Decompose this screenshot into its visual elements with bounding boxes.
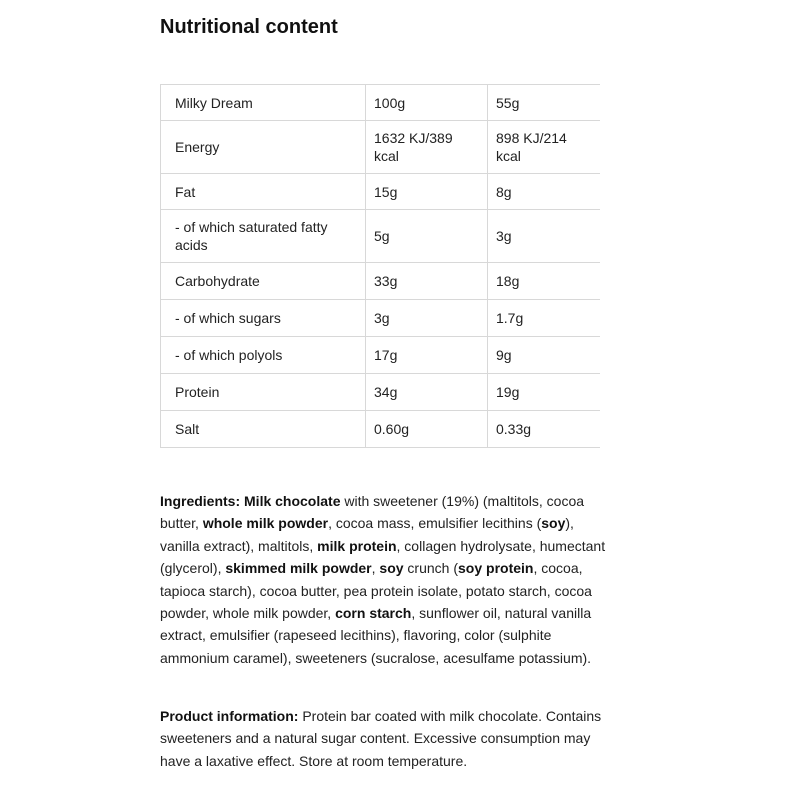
ingredient-text-segment: with sweetener (19%) (maltitols, cocoa butter,: [160, 493, 585, 532]
ingredient-highlight: soy: [379, 560, 404, 577]
ingredient-highlight: Milk chocolate: [244, 493, 341, 509]
row-value-55g: 3g: [488, 210, 601, 263]
ingredient-text-segment: , sunflower oil, natural vanilla extract, emulsifier (rapeseed lecithins), flavoring, color (sulphite ammonium caramel), sweeteners (sucralose, acesulfame potassium).: [160, 605, 592, 666]
ingredient-text-segment: ), vanilla extract), maltitols,: [160, 515, 574, 554]
nutrition-table: [160, 84, 600, 448]
product-info-text: Protein bar coated with milk chocolate. Contains sweeteners and a natural sugar content. Excessive consumption may have a laxative effect. Store at room temperature.: [160, 708, 602, 769]
table-header-row: [161, 85, 601, 121]
table-row: [161, 411, 601, 448]
row-label: Protein: [161, 374, 366, 411]
row-value-55g: 18g: [488, 263, 601, 300]
row-value-100g: 34g: [366, 374, 488, 411]
table-row: [161, 121, 601, 174]
row-value-55g: 0.33g: [488, 411, 601, 448]
table-row: [161, 300, 601, 337]
ingredient-text-segment: crunch (: [403, 560, 459, 577]
row-label: - of which sugars: [161, 300, 366, 337]
product-info-paragraph: [160, 705, 610, 772]
row-label: - of which saturated fatty acids: [161, 210, 366, 263]
row-label: Energy: [161, 121, 366, 174]
header-per-55g: 55g: [488, 85, 601, 121]
row-label: Salt: [161, 411, 366, 448]
row-label: Carbohydrate: [161, 263, 366, 300]
table-row: [161, 210, 601, 263]
ingredient-highlight: soy: [541, 515, 566, 532]
row-label: - of which polyols: [161, 337, 366, 374]
ingredient-highlight: corn starch: [335, 605, 412, 622]
ingredient-text-segment: , collagen hydrolysate, humectant (glycerol),: [160, 537, 606, 577]
row-value-100g: 3g: [366, 300, 488, 337]
row-value-55g: 1.7g: [488, 300, 601, 337]
page-title: Nutritional content: [160, 16, 338, 38]
product-info-label: Product information:: [160, 708, 299, 724]
row-value-100g: 0.60g: [366, 411, 488, 448]
header-per-100g: 100g: [366, 85, 488, 121]
row-value-100g: 33g: [366, 263, 488, 300]
ingredient-text-segment: , cocoa, tapioca starch), cocoa butter, pea protein isolate, potato starch, cocoa powder, whole milk powder,: [160, 560, 592, 622]
ingredient-text-segment: , cocoa mass, emulsifier lecithins (: [328, 515, 542, 532]
ingredient-highlight: skimmed milk powder: [225, 560, 372, 577]
row-value-100g: 15g: [366, 174, 488, 210]
ingredients-paragraph: [160, 490, 610, 669]
table-row: [161, 374, 601, 411]
row-value-100g: 1632 KJ/389 kcal: [366, 121, 488, 174]
row-value-55g: 9g: [488, 337, 601, 374]
ingredient-highlight: milk protein: [317, 537, 397, 554]
row-value-55g: 898 KJ/214 kcal: [488, 121, 601, 174]
header-product-name: Milky Dream: [161, 85, 366, 121]
row-value-55g: 19g: [488, 374, 601, 411]
ingredients-text: [160, 493, 605, 666]
row-value-55g: 8g: [488, 174, 601, 210]
ingredient-highlight: soy protein: [458, 560, 534, 577]
table-row: [161, 263, 601, 300]
row-value-100g: 5g: [366, 210, 488, 263]
row-label: Fat: [161, 174, 366, 210]
ingredients-label: Ingredients:: [160, 493, 241, 509]
ingredient-text-segment: ,: [371, 560, 380, 577]
ingredient-highlight: whole milk powder: [202, 515, 329, 532]
table-row: [161, 337, 601, 374]
table-row: [161, 174, 601, 210]
row-value-100g: 17g: [366, 337, 488, 374]
